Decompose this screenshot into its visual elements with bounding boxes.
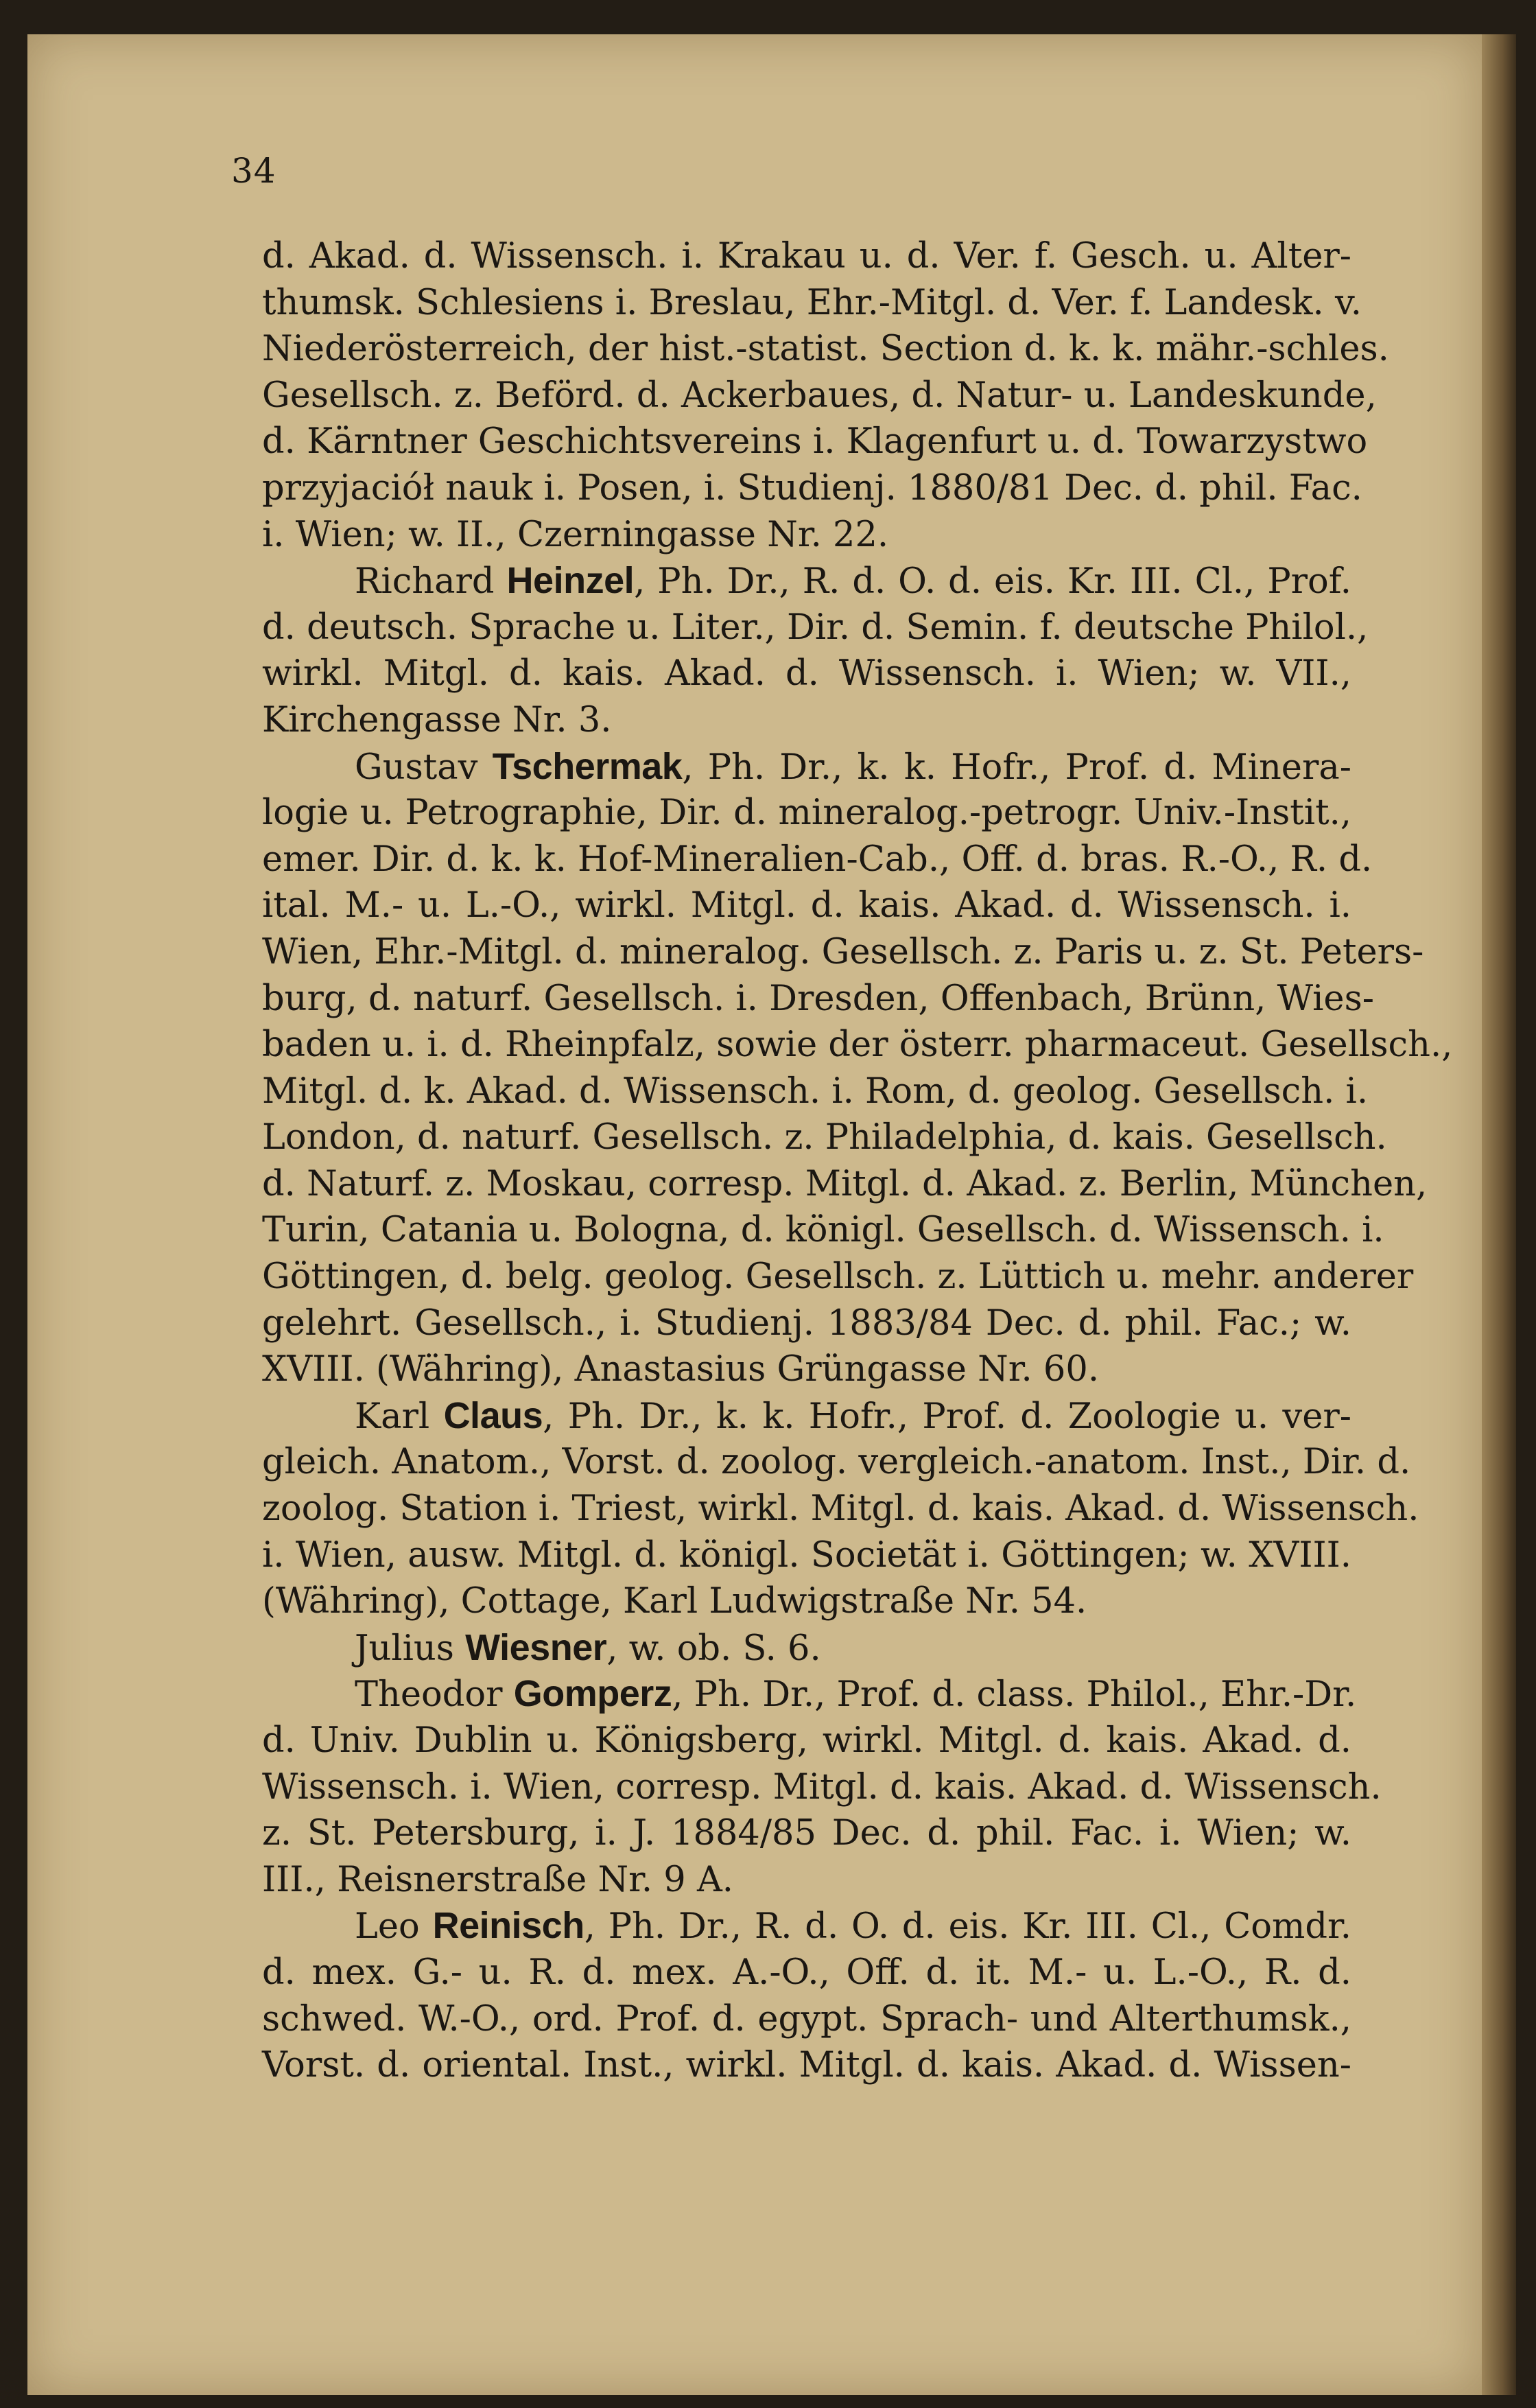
surname: Heinzel [506, 560, 635, 602]
text-line: Niederösterreich, der hist.-statist. Section d. k. k. mähr.-schles. [262, 329, 1389, 370]
text-line: XVIII. (Währing), Anastasius Grüngasse Nr. 60. [262, 1349, 1100, 1390]
entry-tschermak [262, 744, 1453, 1393]
text-line: i. Wien, ausw. Mitgl. d. königl. Societät i. Göttingen; w. XVIII. [262, 1534, 1351, 1576]
text-line: d. Kärntner Geschichtsvereins i. Klagenfurt u. d. Towarzystwo [262, 421, 1368, 463]
text-line: Gesellsch. z. Beförd. d. Ackerbaues, d. Natur- u. Landeskunde, [262, 375, 1377, 416]
text-line: przyjaciół nauk i. Posen, i. Studienj. 1880/81 Dec. d. phil. Fac. [262, 467, 1362, 509]
entry-claus [262, 1393, 1419, 1625]
entry-first-line [262, 744, 1351, 791]
entry-rest: , Ph. Dr., R. d. O. d. eis. Kr. III. Cl., Prof. [634, 561, 1351, 603]
text-line: London, d. naturf. Gesellsch. z. Philadelphia, d. kais. Gesellsch. [262, 1117, 1387, 1158]
entry-wiesner [262, 1625, 1351, 1672]
text-line: d. Akad. d. Wissensch. i. Krakau u. d. Ver. f. Gesch. u. Alter- [262, 236, 1351, 277]
text-line: Mitgl. d. k. Akad. d. Wissensch. i. Rom, d. geolog. Gesellsch. i. [262, 1071, 1369, 1112]
surname: Tschermak [492, 745, 683, 787]
text-line: Turin, Catania u. Bologna, d. königl. Gesellsch. d. Wissensch. i. [262, 1210, 1384, 1251]
entry-rest: , Ph. Dr., k. k. Hofr., Prof. d. Zoologie u. ver- [543, 1396, 1351, 1437]
text-line: burg, d. naturf. Gesellsch. i. Dresden, Offenbach, Brünn, Wies- [262, 978, 1375, 1019]
text-line: wirkl. Mitgl. d. kais. Akad. d. Wissensch. i. Wien; w. VII., [262, 653, 1351, 694]
first-name: Theodor [355, 1674, 503, 1716]
text-line: Vorst. d. oriental. Inst., wirkl. Mitgl. d. kais. Akad. d. Wissen- [262, 2045, 1351, 2086]
page-number: 34 [231, 151, 276, 191]
text-line: d. Naturf. z. Moskau, corresp. Mitgl. d. Akad. z. Berlin, München, [262, 1163, 1428, 1204]
surname: Reinisch [432, 1905, 584, 1947]
entry-continuation [262, 233, 1389, 558]
text-line: gelehrt. Gesellsch., i. Studienj. 1883/84 Dec. d. phil. Fac.; w. [262, 1302, 1351, 1344]
text-line: d. mex. G.- u. R. d. mex. A.-O., Off. d. it. M.- u. L.-O., R. d. [262, 1952, 1351, 1993]
text-line: i. Wien; w. II., Czerningasse Nr. 22. [262, 514, 889, 555]
text-line: III., Reisnerstraße Nr. 9 A. [262, 1859, 733, 1900]
first-name: Gustav [355, 747, 478, 788]
text-line: (Währing), Cottage, Karl Ludwigstraße Nr. 54. [262, 1581, 1087, 1622]
text-line: emer. Dir. d. k. k. Hof-Mineralien-Cab., Off. d. bras. R.-O., R. d. [262, 839, 1373, 880]
entry-heinzel [262, 558, 1369, 743]
entry-first-line [262, 558, 1351, 605]
text-line: baden u. i. d. Rheinpfalz, sowie der österr. pharmaceut. Gesellsch., [262, 1025, 1453, 1066]
entry-first-line [262, 1903, 1351, 1950]
text-line: Kirchengasse Nr. 3. [262, 699, 612, 740]
text-line: d. deutsch. Sprache u. Liter., Dir. d. Semin. f. deutsche Philol., [262, 607, 1369, 648]
entry-first-line [262, 1393, 1351, 1440]
entry-rest: , w. ob. S. 6. [606, 1628, 821, 1669]
first-name: Richard [355, 561, 495, 603]
page-edge [1482, 34, 1516, 2395]
first-name: Karl [355, 1396, 430, 1437]
text-line: Wissensch. i. Wien, corresp. Mitgl. d. kais. Akad. d. Wissensch. [262, 1766, 1382, 1808]
entry-reinisch [262, 1903, 1351, 2088]
text-line: Wien, Ehr.-Mitgl. d. mineralog. Gesellsch. z. Paris u. z. St. Peters- [262, 931, 1424, 972]
entry-rest: , Ph. Dr., R. d. O. d. eis. Kr. III. Cl., Comdr. [584, 1906, 1352, 1948]
entry-rest: , Ph. Dr., k. k. Hofr., Prof. d. Minera- [682, 747, 1351, 788]
entry-first-line [262, 1625, 1351, 1672]
text-line: zoolog. Station i. Triest, wirkl. Mitgl. d. kais. Akad. d. Wissensch. [262, 1488, 1419, 1530]
entry-first-line [262, 1671, 1357, 1718]
text-line: z. St. Petersburg, i. J. 1884/85 Dec. d. phil. Fac. i. Wien; w. [262, 1813, 1351, 1854]
text-line: thumsk. Schlesiens i. Breslau, Ehr.-Mitgl. d. Ver. f. Landesk. v. [262, 282, 1362, 323]
surname: Gomperz [513, 1673, 672, 1715]
surname: Claus [443, 1394, 543, 1436]
text-line: Göttingen, d. belg. geolog. Gesellsch. z. Lüttich u. mehr. anderer [262, 1256, 1414, 1298]
text-line: d. Univ. Dublin u. Königsberg, wirkl. Mitgl. d. kais. Akad. d. [262, 1720, 1351, 1761]
text-line: gleich. Anatom., Vorst. d. zoolog. vergleich.-anatom. Inst., Dir. d. [262, 1442, 1411, 1483]
entry-gomperz [262, 1671, 1382, 1903]
entry-rest: , Ph. Dr., Prof. d. class. Philol., Ehr.-Dr. [672, 1674, 1357, 1716]
first-name: Leo [355, 1906, 420, 1948]
page-text [262, 233, 1453, 2089]
text-line: logie u. Petrographie, Dir. d. mineralog.-petrogr. Univ.-Instit., [262, 793, 1351, 834]
surname: Wiesner [465, 1626, 607, 1668]
text-line: ital. M.- u. L.-O., wirkl. Mitgl. d. kais. Akad. d. Wissensch. i. [262, 885, 1351, 926]
text-line: schwed. W.-O., ord. Prof. d. egypt. Sprach- und Alterthumsk., [262, 1998, 1351, 2039]
first-name: Julius [355, 1628, 454, 1669]
